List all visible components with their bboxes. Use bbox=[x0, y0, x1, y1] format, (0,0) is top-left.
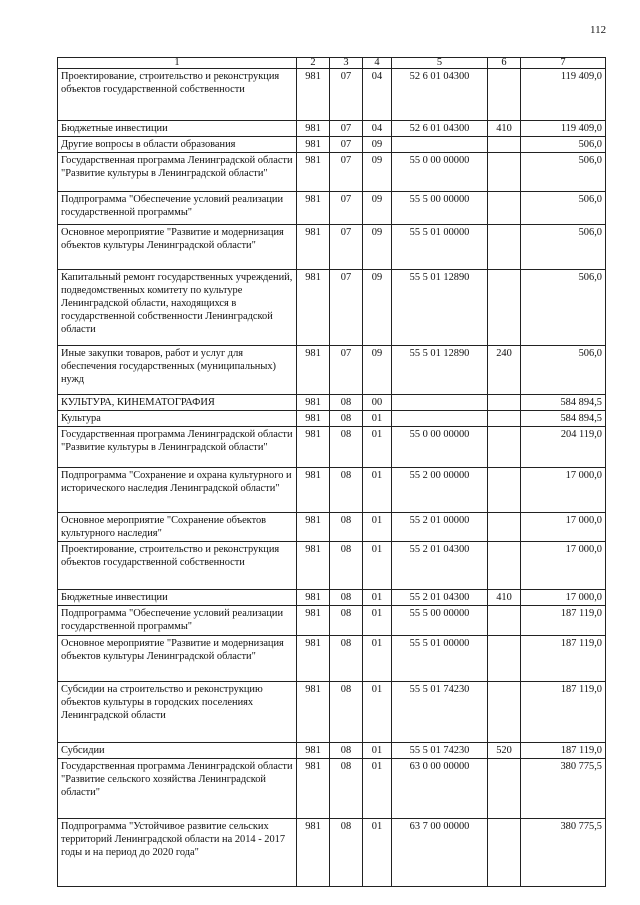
row-name: КУЛЬТУРА, КИНЕМАТОГРАФИЯ bbox=[58, 395, 297, 411]
row-section: 08 bbox=[330, 395, 363, 411]
table-row bbox=[58, 411, 606, 427]
row-target: 55 0 00 00000 bbox=[392, 153, 488, 192]
row-target: 55 0 00 00000 bbox=[392, 427, 488, 468]
row-name: Субсидии на строительство и реконструкцию объектов культуры в городских поселениях Ленинградской области bbox=[58, 682, 297, 743]
row-code: 981 bbox=[297, 636, 330, 682]
row-name: Бюджетные инвестиции bbox=[58, 590, 297, 606]
row-name: Проектирование, строительство и реконструкция объектов государственной собственности bbox=[58, 542, 297, 590]
row-subsection: 09 bbox=[363, 192, 392, 225]
row-type bbox=[488, 759, 521, 819]
row-target bbox=[392, 395, 488, 411]
table-body bbox=[58, 69, 606, 887]
row-section: 07 bbox=[330, 270, 363, 346]
row-code: 981 bbox=[297, 682, 330, 743]
row-target: 52 6 01 04300 bbox=[392, 69, 488, 121]
table-row bbox=[58, 513, 606, 542]
row-amount: 380 775,5 bbox=[521, 819, 606, 887]
row-name: Основное мероприятие "Сохранение объектов культурного наследия" bbox=[58, 513, 297, 542]
row-section: 07 bbox=[330, 153, 363, 192]
row-code: 981 bbox=[297, 468, 330, 513]
row-code: 981 bbox=[297, 743, 330, 759]
table-row bbox=[58, 192, 606, 225]
row-subsection: 09 bbox=[363, 270, 392, 346]
row-name: Культура bbox=[58, 411, 297, 427]
row-amount: 17 000,0 bbox=[521, 513, 606, 542]
row-target: 63 0 00 00000 bbox=[392, 759, 488, 819]
row-code: 981 bbox=[297, 395, 330, 411]
row-code: 981 bbox=[297, 225, 330, 270]
row-subsection: 04 bbox=[363, 69, 392, 121]
row-target: 63 7 00 00000 bbox=[392, 819, 488, 887]
row-target bbox=[392, 411, 488, 427]
table-row bbox=[58, 819, 606, 887]
row-type bbox=[488, 137, 521, 153]
budget-table bbox=[57, 57, 606, 887]
row-amount: 584 894,5 bbox=[521, 411, 606, 427]
row-section: 08 bbox=[330, 513, 363, 542]
row-target: 55 2 00 00000 bbox=[392, 468, 488, 513]
table-row bbox=[58, 137, 606, 153]
row-section: 08 bbox=[330, 759, 363, 819]
row-type bbox=[488, 636, 521, 682]
row-amount: 506,0 bbox=[521, 346, 606, 395]
row-section: 07 bbox=[330, 225, 363, 270]
row-name: Иные закупки товаров, работ и услуг для обеспечения государственных (муниципальных) нужд bbox=[58, 346, 297, 395]
row-type bbox=[488, 819, 521, 887]
table-row bbox=[58, 542, 606, 590]
row-code: 981 bbox=[297, 427, 330, 468]
row-name: Подпрограмма "Обеспечение условий реализации государственной программы" bbox=[58, 606, 297, 636]
page-number: 112 bbox=[590, 24, 607, 36]
row-subsection: 00 bbox=[363, 395, 392, 411]
row-type bbox=[488, 427, 521, 468]
row-subsection: 01 bbox=[363, 606, 392, 636]
column-header: 3 bbox=[330, 58, 363, 69]
row-code: 981 bbox=[297, 346, 330, 395]
row-name: Проектирование, строительство и реконструкция объектов государственной собственности bbox=[58, 69, 297, 121]
row-name: Государственная программа Ленинградской области "Развитие сельского хозяйства Ленинградской области" bbox=[58, 759, 297, 819]
column-header: 1 bbox=[58, 58, 297, 69]
table-row bbox=[58, 468, 606, 513]
row-amount: 506,0 bbox=[521, 137, 606, 153]
row-type bbox=[488, 395, 521, 411]
table-row bbox=[58, 346, 606, 395]
row-amount: 584 894,5 bbox=[521, 395, 606, 411]
row-subsection: 09 bbox=[363, 137, 392, 153]
row-subsection: 01 bbox=[363, 759, 392, 819]
row-code: 981 bbox=[297, 590, 330, 606]
row-target: 52 6 01 04300 bbox=[392, 121, 488, 137]
table-row bbox=[58, 121, 606, 137]
row-type bbox=[488, 513, 521, 542]
row-name: Государственная программа Ленинградской области "Развитие культуры в Ленинградской области" bbox=[58, 153, 297, 192]
row-type: 240 bbox=[488, 346, 521, 395]
row-subsection: 01 bbox=[363, 513, 392, 542]
row-subsection: 09 bbox=[363, 153, 392, 192]
column-header: 2 bbox=[297, 58, 330, 69]
table-row bbox=[58, 69, 606, 121]
row-target: 55 5 01 00000 bbox=[392, 225, 488, 270]
column-header: 5 bbox=[392, 58, 488, 69]
table-row bbox=[58, 225, 606, 270]
row-target: 55 5 00 00000 bbox=[392, 192, 488, 225]
row-code: 981 bbox=[297, 411, 330, 427]
row-target: 55 5 01 74230 bbox=[392, 682, 488, 743]
row-target: 55 5 00 00000 bbox=[392, 606, 488, 636]
row-section: 08 bbox=[330, 743, 363, 759]
table-row bbox=[58, 590, 606, 606]
row-type bbox=[488, 192, 521, 225]
row-amount: 119 409,0 bbox=[521, 121, 606, 137]
row-name: Другие вопросы в области образования bbox=[58, 137, 297, 153]
row-target: 55 2 01 04300 bbox=[392, 590, 488, 606]
row-section: 08 bbox=[330, 468, 363, 513]
table-row bbox=[58, 636, 606, 682]
row-code: 981 bbox=[297, 606, 330, 636]
row-amount: 119 409,0 bbox=[521, 69, 606, 121]
row-type bbox=[488, 225, 521, 270]
row-subsection: 09 bbox=[363, 225, 392, 270]
row-name: Субсидии bbox=[58, 743, 297, 759]
row-type bbox=[488, 468, 521, 513]
row-section: 08 bbox=[330, 636, 363, 682]
row-target: 55 2 01 00000 bbox=[392, 513, 488, 542]
row-name: Капитальный ремонт государственных учреждений, подведомственных комитету по культуре Ленинградской области, находящихся в государственной собственности Ленинградской области bbox=[58, 270, 297, 346]
row-type bbox=[488, 153, 521, 192]
table-row bbox=[58, 270, 606, 346]
row-amount: 17 000,0 bbox=[521, 542, 606, 590]
row-code: 981 bbox=[297, 153, 330, 192]
row-code: 981 bbox=[297, 137, 330, 153]
row-section: 08 bbox=[330, 542, 363, 590]
row-subsection: 01 bbox=[363, 590, 392, 606]
row-name: Подпрограмма "Устойчивое развитие сельских территорий Ленинградской области на 2014 - 2017 годы и на период до 2020 года" bbox=[58, 819, 297, 887]
table-row bbox=[58, 153, 606, 192]
row-name: Государственная программа Ленинградской области "Развитие культуры в Ленинградской области" bbox=[58, 427, 297, 468]
row-target: 55 2 01 04300 bbox=[392, 542, 488, 590]
row-subsection: 01 bbox=[363, 468, 392, 513]
row-code: 981 bbox=[297, 819, 330, 887]
row-code: 981 bbox=[297, 513, 330, 542]
row-amount: 17 000,0 bbox=[521, 468, 606, 513]
row-section: 07 bbox=[330, 121, 363, 137]
row-amount: 380 775,5 bbox=[521, 759, 606, 819]
row-subsection: 01 bbox=[363, 682, 392, 743]
table-header-row bbox=[58, 58, 606, 69]
row-amount: 17 000,0 bbox=[521, 590, 606, 606]
row-name: Подпрограмма "Сохранение и охрана культурного и исторического наследия Ленинградской области" bbox=[58, 468, 297, 513]
row-code: 981 bbox=[297, 69, 330, 121]
column-header: 6 bbox=[488, 58, 521, 69]
row-code: 981 bbox=[297, 121, 330, 137]
row-section: 08 bbox=[330, 819, 363, 887]
row-section: 08 bbox=[330, 411, 363, 427]
table-row bbox=[58, 395, 606, 411]
row-type: 520 bbox=[488, 743, 521, 759]
row-type bbox=[488, 682, 521, 743]
row-subsection: 09 bbox=[363, 346, 392, 395]
row-type: 410 bbox=[488, 121, 521, 137]
row-section: 07 bbox=[330, 137, 363, 153]
row-subsection: 01 bbox=[363, 636, 392, 682]
row-section: 07 bbox=[330, 69, 363, 121]
row-section: 07 bbox=[330, 346, 363, 395]
row-type bbox=[488, 606, 521, 636]
row-amount: 187 119,0 bbox=[521, 606, 606, 636]
row-subsection: 01 bbox=[363, 427, 392, 468]
table-row bbox=[58, 743, 606, 759]
row-name: Основное мероприятие "Развитие и модернизация объектов культуры Ленинградской области" bbox=[58, 225, 297, 270]
row-section: 07 bbox=[330, 192, 363, 225]
row-amount: 187 119,0 bbox=[521, 743, 606, 759]
row-section: 08 bbox=[330, 682, 363, 743]
row-name: Основное мероприятие "Развитие и модернизация объектов культуры Ленинградской области" bbox=[58, 636, 297, 682]
row-type bbox=[488, 542, 521, 590]
row-subsection: 01 bbox=[363, 542, 392, 590]
table-row bbox=[58, 759, 606, 819]
row-target: 55 5 01 00000 bbox=[392, 636, 488, 682]
row-type bbox=[488, 69, 521, 121]
table-row bbox=[58, 682, 606, 743]
table-row bbox=[58, 427, 606, 468]
row-amount: 506,0 bbox=[521, 153, 606, 192]
row-amount: 204 119,0 bbox=[521, 427, 606, 468]
row-subsection: 01 bbox=[363, 743, 392, 759]
column-header: 4 bbox=[363, 58, 392, 69]
row-target: 55 5 01 12890 bbox=[392, 346, 488, 395]
row-subsection: 01 bbox=[363, 819, 392, 887]
row-target bbox=[392, 137, 488, 153]
row-name: Бюджетные инвестиции bbox=[58, 121, 297, 137]
row-type bbox=[488, 270, 521, 346]
row-code: 981 bbox=[297, 542, 330, 590]
row-amount: 506,0 bbox=[521, 270, 606, 346]
row-code: 981 bbox=[297, 759, 330, 819]
row-section: 08 bbox=[330, 590, 363, 606]
row-code: 981 bbox=[297, 192, 330, 225]
row-section: 08 bbox=[330, 606, 363, 636]
row-subsection: 01 bbox=[363, 411, 392, 427]
column-header: 7 bbox=[521, 58, 606, 69]
row-amount: 187 119,0 bbox=[521, 682, 606, 743]
row-section: 08 bbox=[330, 427, 363, 468]
row-amount: 506,0 bbox=[521, 192, 606, 225]
row-amount: 187 119,0 bbox=[521, 636, 606, 682]
row-amount: 506,0 bbox=[521, 225, 606, 270]
row-type bbox=[488, 411, 521, 427]
table-row bbox=[58, 606, 606, 636]
row-target: 55 5 01 74230 bbox=[392, 743, 488, 759]
row-code: 981 bbox=[297, 270, 330, 346]
row-subsection: 04 bbox=[363, 121, 392, 137]
row-type: 410 bbox=[488, 590, 521, 606]
row-name: Подпрограмма "Обеспечение условий реализации государственной программы" bbox=[58, 192, 297, 225]
row-target: 55 5 01 12890 bbox=[392, 270, 488, 346]
